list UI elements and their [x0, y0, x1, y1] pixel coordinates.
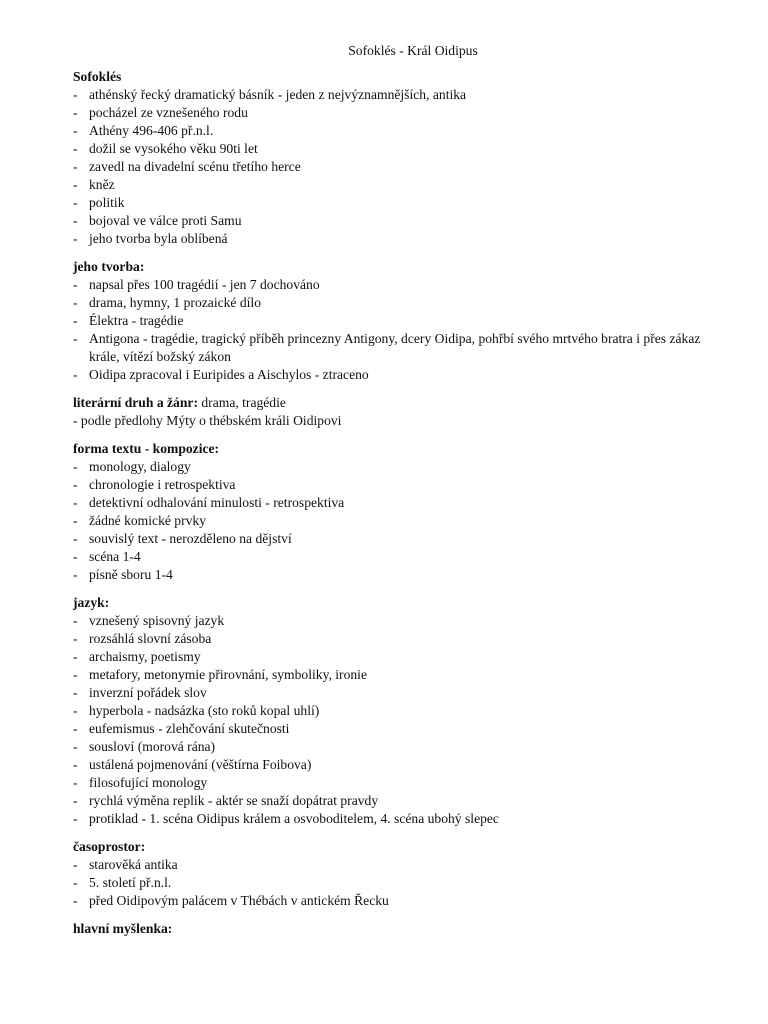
list-item-text: hyperbola - nadsázka (sto roků kopal uhlí): [89, 703, 320, 718]
list-item-text: inverzní pořádek slov: [89, 685, 207, 700]
list-item: [73, 648, 713, 666]
section-heading: [73, 920, 713, 938]
list-item: [73, 702, 713, 720]
list-item-text: metafory, metonymie přirovnání, symboliky, ironie: [89, 667, 367, 682]
list-item: [73, 530, 713, 548]
bullet-list: [73, 86, 713, 248]
dash-bullet: -: [73, 703, 78, 718]
document-title: Sofoklés - Král Oidipus: [348, 43, 478, 58]
section-heading-text: jazyk:: [73, 595, 110, 610]
list-item-text: žádné komické prvky: [89, 513, 207, 528]
section-heading-text: hlavní myšlenka:: [73, 921, 173, 936]
list-item: [73, 158, 713, 176]
dash-bullet: -: [73, 793, 78, 808]
list-item: [73, 140, 713, 158]
list-item-text: písně sboru 1-4: [89, 567, 173, 582]
dash-bullet: -: [73, 495, 78, 510]
list-item: [73, 312, 713, 330]
list-item: [73, 122, 713, 140]
dash-bullet: -: [73, 123, 78, 138]
text-line: - podle předlohy Mýty o thébském králi Oidipovi: [73, 413, 342, 428]
document-page: [73, 42, 713, 948]
section: [73, 920, 713, 938]
list-item-text: starověká antika: [89, 857, 178, 872]
dash-bullet: -: [73, 331, 78, 346]
section: [73, 594, 713, 828]
dash-bullet: -: [73, 757, 78, 772]
list-item: [73, 458, 713, 476]
list-item-text: chronologie i retrospektiva: [89, 477, 236, 492]
section: [73, 440, 713, 584]
list-item: [73, 666, 713, 684]
list-item: [73, 366, 713, 384]
list-item: [73, 276, 713, 294]
section-heading: [73, 68, 713, 86]
list-item: [73, 294, 713, 312]
dash-bullet: -: [73, 141, 78, 156]
list-item: [73, 892, 713, 910]
dash-bullet: -: [73, 631, 78, 646]
dash-bullet: -: [73, 811, 78, 826]
list-item-text: Antigona - tragédie, tragický příběh princezny Antigony, dcery Oidipa, pohřbí svého mrtvého bratra i přes zákaz krále, vítězí božský zákon: [89, 331, 701, 364]
list-item-text: souvislý text - nerozděleno na dějství: [89, 531, 292, 546]
dash-bullet: -: [73, 313, 78, 328]
list-item-text: napsal přes 100 tragédií - jen 7 dochováno: [89, 277, 320, 292]
list-item-text: 5. století př.n.l.: [89, 875, 172, 890]
list-item: [73, 548, 713, 566]
list-item: [73, 792, 713, 810]
section-heading: [73, 440, 713, 458]
list-item: [73, 104, 713, 122]
dash-bullet: -: [73, 721, 78, 736]
list-item-text: pocházel ze vznešeného rodu: [89, 105, 248, 120]
dash-bullet: -: [73, 857, 78, 872]
dash-bullet: -: [73, 613, 78, 628]
list-item-text: filosofující monology: [89, 775, 208, 790]
section-heading-text: Sofoklés: [73, 69, 122, 84]
list-item-text: monology, dialogy: [89, 459, 191, 474]
list-item: [73, 176, 713, 194]
dash-bullet: -: [73, 367, 78, 382]
section: [73, 394, 713, 430]
list-item-text: dožil se vysokého věku 90ti let: [89, 141, 258, 156]
list-item: [73, 874, 713, 892]
list-item: [73, 86, 713, 104]
list-item-text: bojoval ve válce proti Samu: [89, 213, 242, 228]
list-item-text: rychlá výměna replik - aktér se snaží dopátrat pravdy: [89, 793, 379, 808]
list-item: [73, 330, 713, 366]
dash-bullet: -: [73, 649, 78, 664]
dash-bullet: -: [73, 87, 78, 102]
list-item: [73, 774, 713, 792]
list-item: [73, 194, 713, 212]
dash-bullet: -: [73, 277, 78, 292]
dash-bullet: -: [73, 213, 78, 228]
section-heading-text: jeho tvorba:: [73, 259, 145, 274]
section-heading: [73, 258, 713, 276]
dash-bullet: -: [73, 531, 78, 546]
list-item: [73, 684, 713, 702]
list-item-text: sousloví (morová rána): [89, 739, 216, 754]
section: [73, 838, 713, 910]
list-item: [73, 756, 713, 774]
list-item-text: Oidipa zpracoval i Euripides a Aischylos - ztraceno: [89, 367, 369, 382]
list-item: [73, 566, 713, 584]
dash-bullet: -: [73, 477, 78, 492]
dash-bullet: -: [73, 177, 78, 192]
dash-bullet: -: [73, 549, 78, 564]
list-item-text: scéna 1-4: [89, 549, 141, 564]
document-body: [73, 68, 713, 938]
section-heading-value: drama, tragédie: [197, 395, 286, 410]
bullet-list: [73, 458, 713, 584]
list-item: [73, 512, 713, 530]
list-item-text: protiklad - 1. scéna Oidipus králem a osvoboditelem, 4. scéna ubohý slepec: [89, 811, 499, 826]
dash-bullet: -: [73, 513, 78, 528]
section-heading: [73, 394, 713, 412]
dash-bullet: -: [73, 159, 78, 174]
list-item-text: kněz: [89, 177, 115, 192]
dash-bullet: -: [73, 295, 78, 310]
section: [73, 258, 713, 384]
list-item: [73, 738, 713, 756]
list-item-text: archaismy, poetismy: [89, 649, 201, 664]
section-heading: [73, 838, 713, 856]
dash-bullet: -: [73, 667, 78, 682]
section-heading: [73, 594, 713, 612]
section: [73, 68, 713, 248]
list-item-text: detektivní odhalování minulosti - retrospektiva: [89, 495, 345, 510]
dash-bullet: -: [73, 739, 78, 754]
list-item: [73, 720, 713, 738]
list-item: [73, 810, 713, 828]
bullet-list: [73, 856, 713, 910]
dash-bullet: -: [73, 875, 78, 890]
section-heading-text: forma textu - kompozice:: [73, 441, 220, 456]
list-item-text: athénský řecký dramatický básník - jeden z nejvýznamnějších, antika: [89, 87, 467, 102]
dash-bullet: -: [73, 459, 78, 474]
list-item-text: jeho tvorba byla oblíbená: [89, 231, 228, 246]
bullet-list: [73, 276, 713, 384]
list-item-text: politik: [89, 195, 125, 210]
dash-bullet: -: [73, 231, 78, 246]
dash-bullet: -: [73, 567, 78, 582]
list-item-text: ustálená pojmenování (věštírna Foibova): [89, 757, 312, 772]
dash-bullet: -: [73, 685, 78, 700]
list-item-text: rozsáhlá slovní zásoba: [89, 631, 212, 646]
dash-bullet: -: [73, 195, 78, 210]
list-item: [73, 476, 713, 494]
list-item: [73, 494, 713, 512]
dash-bullet: -: [73, 105, 78, 120]
list-item: [73, 230, 713, 248]
list-item: [73, 630, 713, 648]
list-item: [73, 212, 713, 230]
list-item-text: eufemismus - zlehčování skutečnosti: [89, 721, 290, 736]
dash-bullet: -: [73, 893, 78, 908]
list-item-text: Élektra - tragédie: [89, 313, 184, 328]
bullet-list: [73, 612, 713, 828]
section-heading-text: časoprostor:: [73, 839, 146, 854]
list-item-text: vznešený spisovný jazyk: [89, 613, 225, 628]
list-item-text: drama, hymny, 1 prozaické dílo: [89, 295, 262, 310]
list-item: [73, 612, 713, 630]
list-item: [73, 856, 713, 874]
list-item-text: zavedl na divadelní scénu třetího herce: [89, 159, 301, 174]
list-item-text: před Oidipovým palácem v Thébách v antickém Řecku: [89, 893, 389, 908]
dash-bullet: -: [73, 775, 78, 790]
section-heading-text: literární druh a žánr:: [73, 395, 198, 410]
list-item-text: Athény 496-406 př.n.l.: [89, 123, 214, 138]
